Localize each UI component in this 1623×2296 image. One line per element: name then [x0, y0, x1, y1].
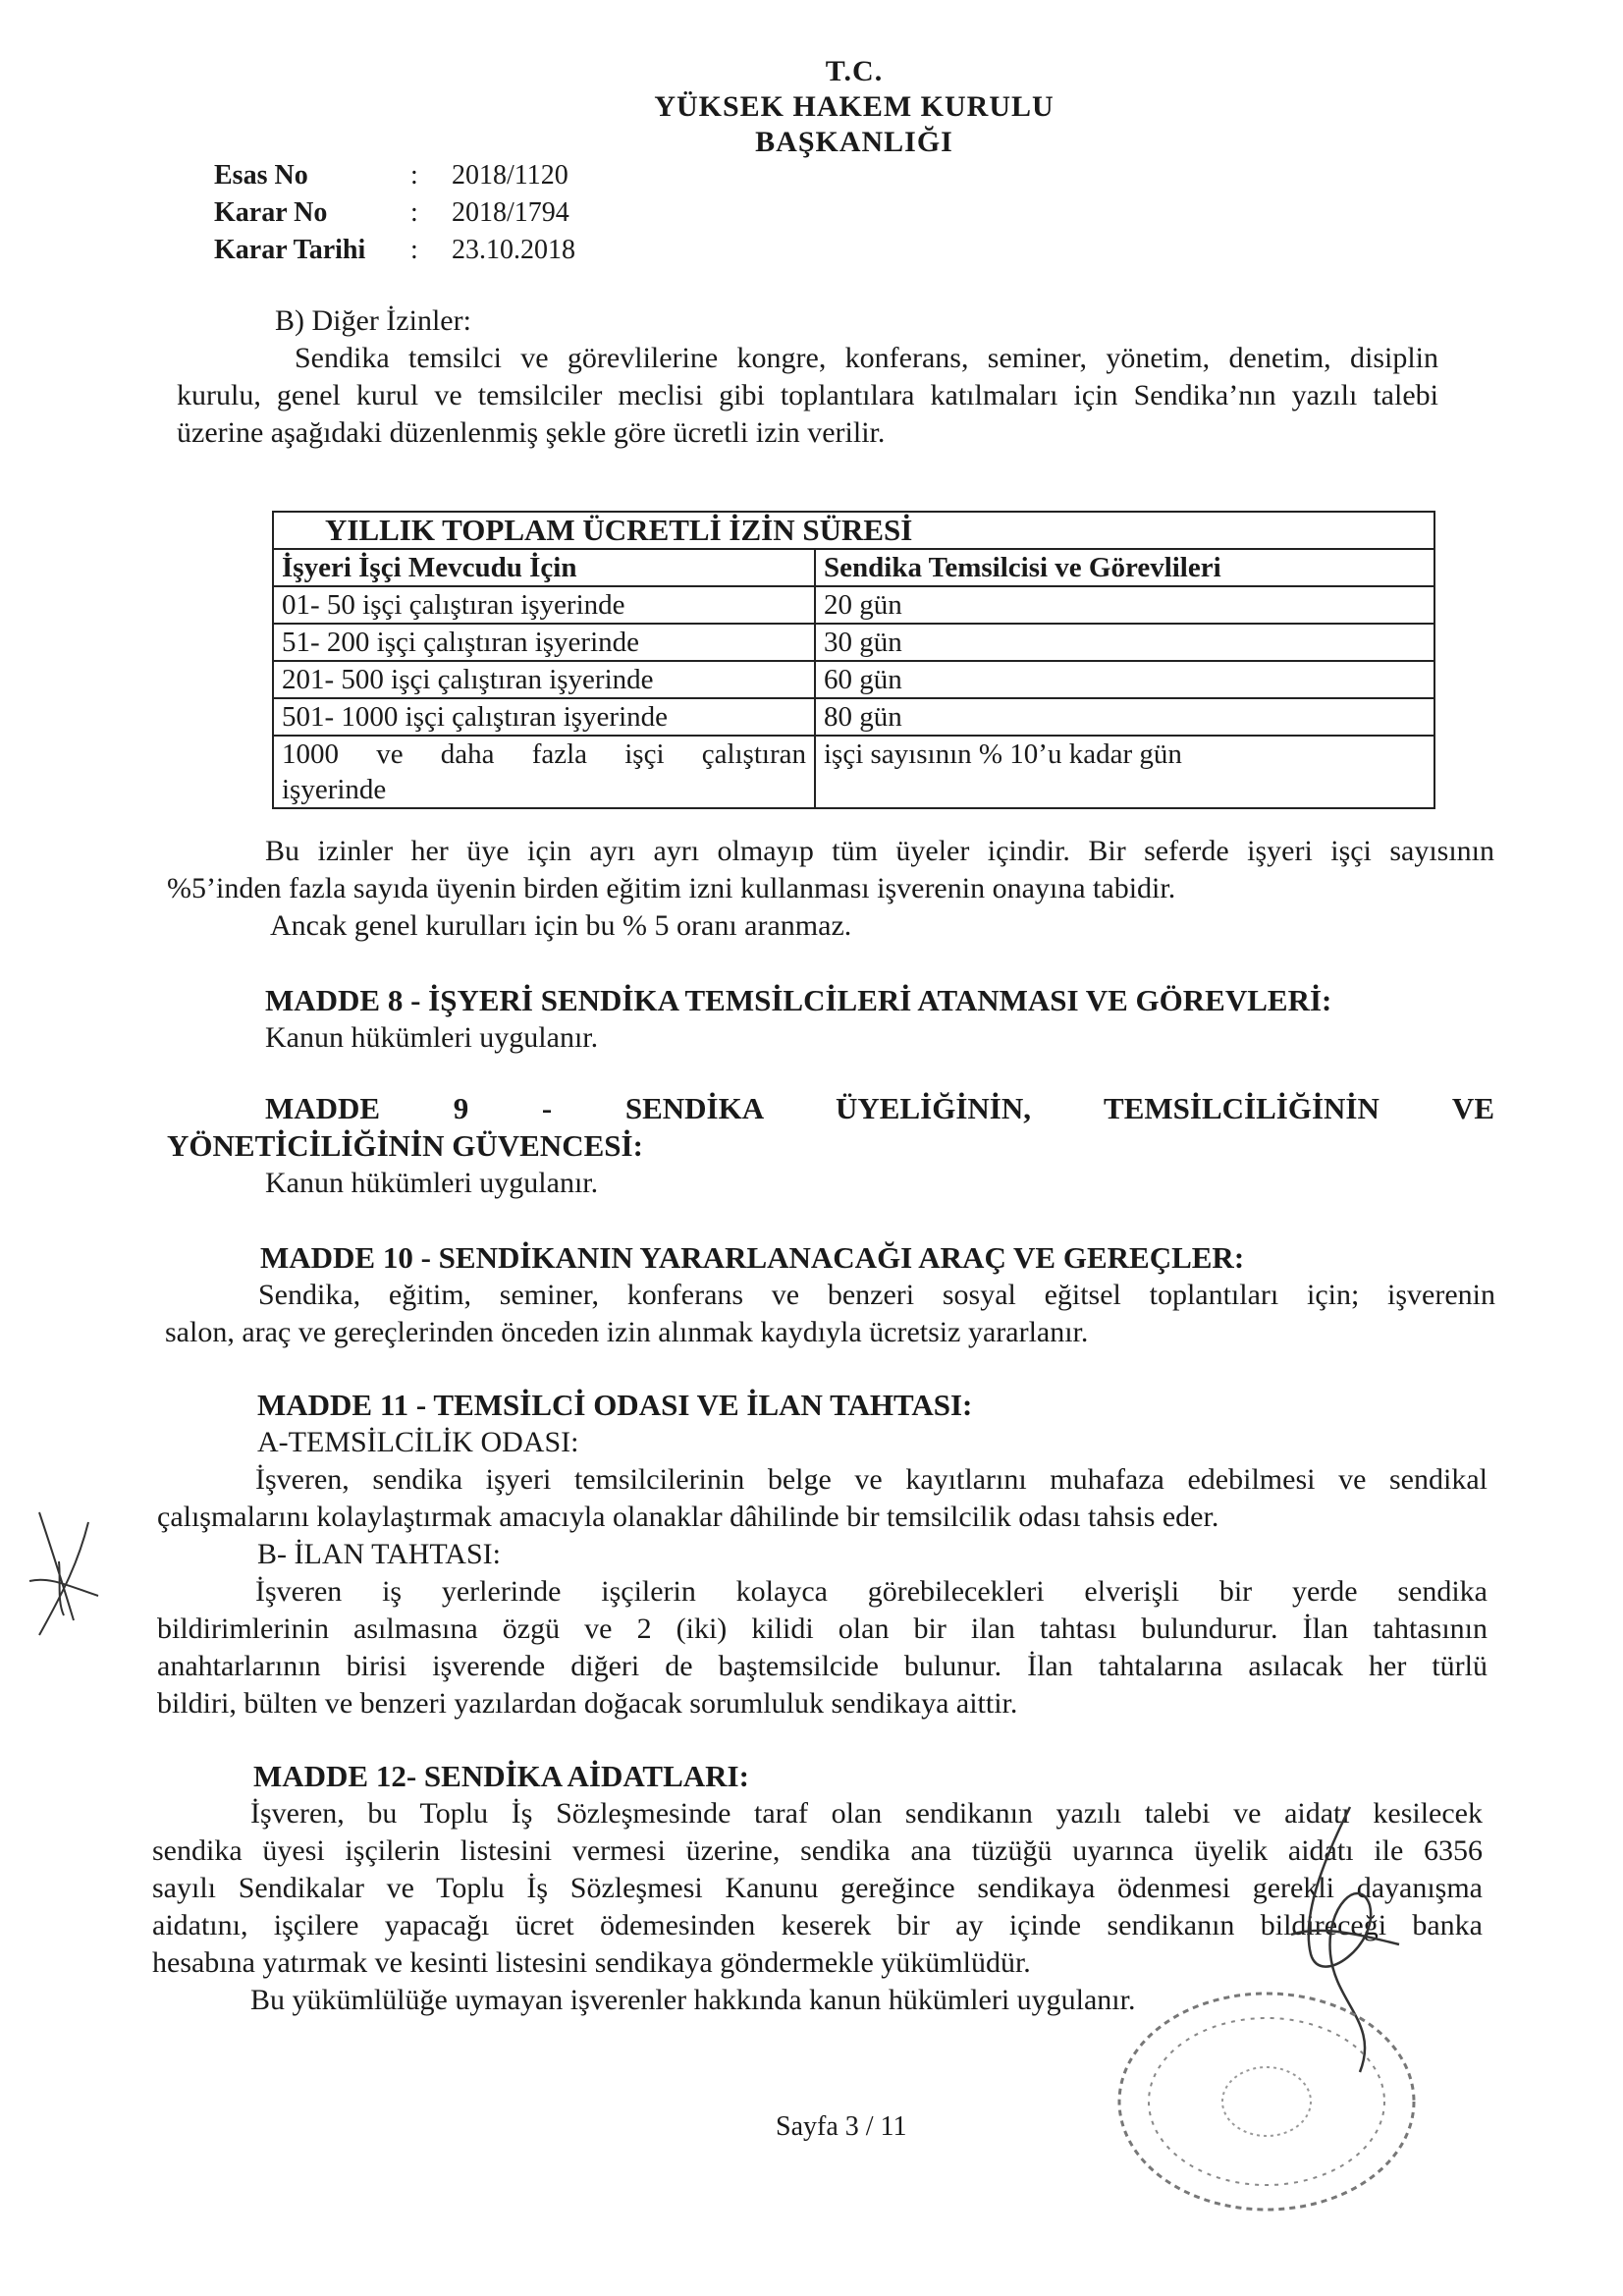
esas-value: 2018/1120	[452, 160, 568, 191]
case-metadata	[214, 157, 575, 269]
madde-10-title: MADDE 10 - SENDİKANIN YARARLANACAĞI ARAÇ VE GEREÇLER:	[260, 1240, 1245, 1275]
tarih-value: 23.10.2018	[452, 235, 575, 265]
official-seal	[1090, 1974, 1443, 2229]
cell-line: işyerinde	[282, 774, 387, 805]
paragraph-line: sendika üyesi işçilerin listesini vermesi üzerine, sendika ana tüzüğü uyarınca üyelik aidatı ile 6356	[152, 1834, 1483, 1867]
paragraph-line: üzerine aşağıdaki düzenlenmiş şekle göre ücretli izin verilir.	[177, 416, 886, 449]
paragraph-line: çalışmalarını kolaylaştırmak amacıyla olanaklar dâhilinde bir temsilcilik odası tahsis eder.	[157, 1501, 1219, 1533]
header-institution: YÜKSEK HAKEM KURULU	[654, 90, 1055, 123]
madde-11-b-paragraph	[157, 1573, 1488, 1722]
table-caption: YILLIK TOPLAM ÜCRETLİ İZİN SÜRESİ	[273, 512, 1434, 549]
paragraph-line: Sendika, eğitim, seminer, konferans ve benzeri sosyal eğitsel toplantıları için; işverenin	[258, 1279, 1495, 1311]
cell-line: 1000 ve daha fazla işçi çalıştıran	[282, 738, 806, 770]
column-header-workplace: İşyeri İşçi Mevcudu İçin	[273, 549, 815, 586]
table-cell-workers: 01- 50 işçi çalıştıran işyerinde	[273, 586, 815, 624]
karar-row	[214, 194, 575, 232]
title-line: YÖNETİCİLİĞİNİN GÜVENCESİ:	[167, 1128, 643, 1163]
paragraph-line: Bu izinler her üye için ayrı ayrı olmayıp tüm üyeler içindir. Bir seferde işyeri işçi sayısının	[265, 835, 1494, 867]
paragraph-line: hesabına yatırmak ve kesinti listesini sendikaya göndermekle yükümlüdür.	[152, 1946, 1031, 1979]
page-number: Sayfa 3 / 11	[776, 2111, 907, 2142]
table-cell-days: 60 gün	[815, 661, 1434, 698]
madde-11-sub-a: A-TEMSİLCİLİK ODASI:	[257, 1426, 579, 1458]
table-header-row	[273, 549, 1434, 586]
paragraph-line: kurulu, genel kurul ve temsilciler meclisi gibi toplantılara katılmaları için Sendika’nın yazılı talebi	[177, 379, 1438, 411]
table-row	[273, 586, 1434, 624]
esas-label: Esas No	[214, 160, 308, 191]
tarih-row	[214, 232, 575, 269]
paragraph-line: bildirimlerinin asılmasına özgü ve 2 (iki) kilidi olan bir ilan tahtası bulundurur. İlan tahtasının	[157, 1613, 1488, 1645]
header-presidency: BAŞKANLIĞI	[755, 126, 953, 158]
header-tc: T.C.	[825, 55, 884, 87]
paragraph-line: aidatını, işçilere yapacağı ücret ödemesinden keserek bir ay içinde sendikanın bildireceği banka	[152, 1909, 1483, 1941]
madde-10-paragraph	[165, 1277, 1495, 1351]
paragraph-line: İşveren, bu Toplu İş Sözleşmesinde taraf olan sendikanın yazılı talebi ve aidatı kesilecek	[250, 1797, 1483, 1830]
table-cell-workers	[273, 736, 815, 808]
paragraph-line: %5’inden fazla sayıda üyenin birden eğitim izni kullanması işverenin onayına tabidir.	[167, 872, 1176, 904]
after-table-paragraph	[167, 833, 1494, 907]
karar-value: 2018/1794	[452, 197, 569, 228]
madde-9-title	[167, 1090, 1494, 1165]
paragraph-line: bildiri, bülten ve benzeri yazılardan doğacak sorumluluk sendikaya aittir.	[157, 1687, 1018, 1720]
madde-11-title: MADDE 11 - TEMSİLCİ ODASI VE İLAN TAHTASI:	[257, 1388, 973, 1422]
paragraph-line: Sendika temsilci ve görevlilerine kongre, konferans, seminer, yönetim, denetim, disiplin	[295, 342, 1438, 374]
title-line: MADDE 9 - SENDİKA ÜYELİĞİNİN, TEMSİLCİLİĞİNİN VE	[265, 1091, 1494, 1125]
table-cell-days: işçi sayısının % 10’u kadar gün	[815, 736, 1434, 808]
table-cell-workers: 51- 200 işçi çalıştıran işyerinde	[273, 624, 815, 661]
section-b-title: B) Diğer İzinler:	[275, 304, 471, 337]
karar-label: Karar No	[214, 197, 328, 228]
leave-duration-table	[272, 511, 1435, 809]
paragraph-line: İşveren iş yerlerinde işçilerin kolayca görebilecekleri elverişli bir yerde sendika	[255, 1575, 1488, 1608]
section-b-paragraph	[177, 340, 1438, 452]
esas-colon: :	[410, 160, 418, 191]
paragraph-line: salon, araç ve gereçlerinden önceden izin alınmak kaydıyla ücretsiz yararlanır.	[165, 1316, 1089, 1348]
table-cell-days: 30 gün	[815, 624, 1434, 661]
madde-12-last-line: Bu yükümlülüğe uymayan işverenler hakkında kanun hükümleri uygulanır.	[250, 1984, 1136, 2016]
madde-8-title: MADDE 8 - İŞYERİ SENDİKA TEMSİLCİLERİ ATANMASI VE GÖREVLERİ:	[265, 983, 1332, 1017]
table-row	[273, 624, 1434, 661]
karar-colon: :	[410, 197, 418, 228]
table-row	[273, 736, 1434, 808]
margin-initial-signature	[20, 1503, 108, 1640]
institution-header	[628, 54, 1080, 160]
madde-11-a-paragraph	[157, 1461, 1488, 1536]
table-row	[273, 661, 1434, 698]
paragraph-line: sayılı Sendikalar ve Toplu İş Sözleşmesi Kanunu gereğince sendikaya ödenmesi gerekli dayanışma	[152, 1872, 1483, 1904]
table-cell-days: 80 gün	[815, 698, 1434, 736]
tarih-colon: :	[410, 235, 418, 265]
paragraph-line: anahtarlarının birisi işverende diğeri de baştemsilcide bulunur. İlan tahtalarına asılacak her türlü	[157, 1650, 1488, 1682]
after-table-note: Ancak genel kurulları için bu % 5 oranı aranmaz.	[270, 909, 852, 942]
madde-8-body: Kanun hükümleri uygulanır.	[265, 1021, 599, 1054]
madde-9-body: Kanun hükümleri uygulanır.	[265, 1167, 599, 1199]
madde-12-title: MADDE 12- SENDİKA AİDATLARI:	[253, 1759, 749, 1793]
madde-11-sub-b: B- İLAN TAHTASI:	[257, 1538, 501, 1570]
table-row	[273, 698, 1434, 736]
table-caption-row	[273, 512, 1434, 549]
table-cell-workers: 501- 1000 işçi çalıştıran işyerinde	[273, 698, 815, 736]
tarih-label: Karar Tarihi	[214, 235, 366, 265]
table-cell-days: 20 gün	[815, 586, 1434, 624]
table-cell-workers: 201- 500 işçi çalıştıran işyerinde	[273, 661, 815, 698]
paragraph-line: İşveren, sendika işyeri temsilcilerinin belge ve kayıtlarını muhafaza edebilmesi ve sendikal	[255, 1463, 1488, 1496]
column-header-representatives: Sendika Temsilcisi ve Görevlileri	[815, 549, 1434, 586]
esas-row	[214, 157, 575, 194]
